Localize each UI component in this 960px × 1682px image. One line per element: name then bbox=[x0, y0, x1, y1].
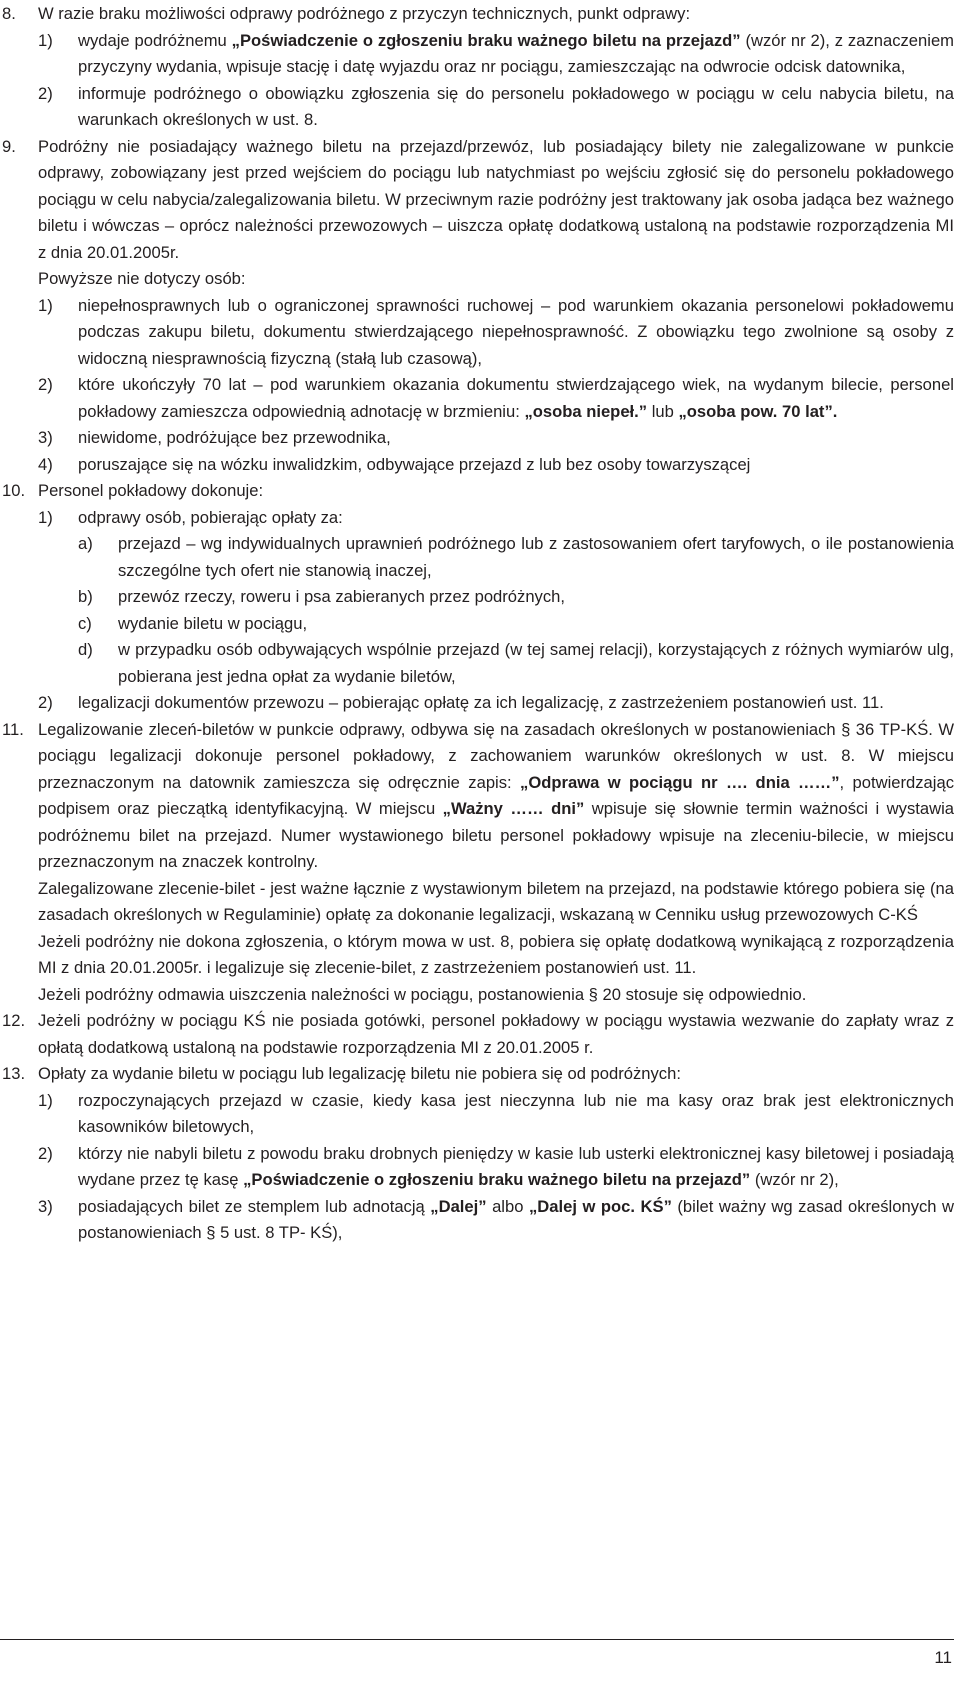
section-number: 12. bbox=[2, 1011, 26, 1030]
section-text: Opłaty za wydanie biletu w pociągu lub legalizację biletu nie pobiera się od podróżnych: bbox=[38, 1064, 681, 1083]
item-letter: a) bbox=[78, 534, 93, 553]
section-8 bbox=[0, 1, 954, 28]
item-number: 2) bbox=[38, 83, 53, 103]
section-13 bbox=[0, 1061, 954, 1088]
item-number: 2) bbox=[38, 693, 53, 712]
item-number: 1) bbox=[38, 507, 53, 527]
item-letter: c) bbox=[78, 613, 92, 633]
section-9-item-3: 3) niewidome, podróżujące bez przewodnika, bbox=[0, 425, 954, 452]
item-letter: b) bbox=[78, 587, 93, 606]
section-10-item-a: a) przejazd – wg indywidualnych uprawnień podróżnego lub z zastosowaniem ofert taryfowych, o ile postanowienia szczególne tych ofert nie stanowią inaczej, bbox=[0, 531, 954, 584]
item-number: 4) bbox=[38, 454, 53, 474]
section-number: 8. bbox=[2, 4, 16, 23]
item-number: 2) bbox=[38, 1143, 53, 1163]
annotation-over-70: „osoba pow. 70 lat” bbox=[678, 401, 833, 421]
section-10 bbox=[0, 478, 954, 505]
section-9-intro: Powyższe nie dotyczy osób: bbox=[38, 269, 246, 288]
section-11-paragraph-3: Jeżeli podróżny nie dokona zgłoszenia, o którym mowa w ust. 8, pobiera się opłatę dodatkową wynikającą z rozporządzenia MI z dnia 20.01.2005r. i legalizuje się zlecenie-bilet, z zastrzeżeniem postanowień ust. 11. bbox=[38, 931, 954, 977]
item-number: 1) bbox=[38, 30, 53, 50]
section-11-paragraph-2: Zalegalizowane zlecenie-bilet - jest ważne łącznie z wystawionym biletem na przejazd, na podstawie którego pobiera się (na zasadach określonych w Regulaminie) opłatę za dokonanie legalizacji, wskazaną w Cenniku usług przewozowych C-KŚ bbox=[38, 878, 954, 924]
validity-field: „Ważny …… dni” bbox=[442, 799, 585, 818]
section-10-item-1: 1) odprawy osób, pobierając opłaty za: bbox=[0, 505, 954, 532]
item-number: 3) bbox=[38, 1196, 53, 1216]
section-9 bbox=[0, 134, 954, 267]
section-number: 13. bbox=[2, 1064, 26, 1083]
section-text: Jeżeli podróżny w pociągu KŚ nie posiada gotówki, personel pokładowy w pociągu wystawia wezwanie do zapłaty wraz z opłatą dodatkową ustaloną na podstawie rozporządzenia MI z 20.01.2005 r. bbox=[38, 1011, 954, 1057]
regulation-text bbox=[0, 1, 954, 1247]
section-10-item-2: 2) legalizacji dokumentów przewozu – pobierając opłatę za ich legalizację, z zastrzeżeniem postanowień ust. 11. bbox=[0, 690, 954, 717]
section-10-item-b: b) przewóz rzeczy, roweru i psa zabieranych przez podróżnych, bbox=[0, 584, 954, 611]
item-letter: d) bbox=[78, 640, 93, 659]
annotation-disabled: „osoba niepeł.” bbox=[524, 401, 648, 421]
section-number: 9. bbox=[2, 136, 16, 156]
handwritten-note-format: „Odprawa w pociągu nr …. dnia ……” bbox=[520, 772, 840, 792]
section-8-item-1: 1) wydaje podróżnemu „Poświadczenie o zgłoszeniu braku ważnego biletu na przejazd” (wzór nr 2), z zaznaczeniem przyczyny wydania, wpisuje stację i datę wyjazdu oraz nr pociągu, zamieszczając na odwrocie odcisk datownika, bbox=[0, 28, 954, 81]
section-9-item-1: 1) niepełnosprawnych lub o ograniczonej sprawności ruchowej – pod warunkiem okazania personelowi pokładowemu podczas zakupu biletu, dokumentu stwierdzającego niepełnosprawność. Z obowiązku tego zwolnione są osoby z widoczną niesprawnością fizyczną (stałą lub czasową), bbox=[0, 293, 954, 373]
section-11: 11. Legalizowanie zleceń-biletów w punkcie odprawy, odbywa się na zasadach określonych w postanowieniach § 36 TP-KŚ. W pociągu legalizacji dokonuje personel pokładowy, z zachowaniem warunków określonych w ust. 8. W miejscu przeznaczonym na datownik zamieszcza się odręcznie zapis: „Odprawa w pociągu nr …. dnia ……”, potwierdzając podpisem oraz pieczątką identyfikacyjną. W miejscu „Ważny …… dni” wpisuje się słownie termin ważności i wystawia podróżnemu bilet na przejazd. Numer wystawionego biletu personel pokładowy wpisuje na zleceniu-bilecie, w miejscu przeznaczonym na znaczek kontrolny. bbox=[0, 717, 954, 876]
stamp-dalej: „Dalej” bbox=[430, 1196, 487, 1216]
certificate-title: „Poświadczenie o zgłoszeniu braku ważnego biletu na przejazd” bbox=[231, 30, 741, 50]
section-text: W razie braku możliwości odprawy podróżnego z przyczyn technicznych, punkt odprawy: bbox=[38, 4, 691, 23]
item-number: 2) bbox=[38, 375, 53, 394]
stamp-dalej-ks: „Dalej w poc. KŚ” bbox=[528, 1196, 672, 1216]
section-13-item-1: 1) rozpoczynających przejazd w czasie, kiedy kasa jest nieczynna lub nie ma kasy oraz brak jest elektronicznych kasowników biletowych, bbox=[0, 1088, 954, 1141]
section-8-item-2: 2) informuje podróżnego o obowiązku zgłoszenia się do personelu pokładowego w pociągu w celu nabycia biletu, na warunkach określonych w ust. 8. bbox=[0, 81, 954, 134]
section-text: Podróżny nie posiadający ważnego biletu na przejazd/przewóz, lub posiadający bilety nie zalegalizowane w punkcie odprawy, zobowiązany jest przed wejściem do pociągu lub natychmiast po wejściu zgłosić się do personelu pokładowego pociągu w celu nabycia/zalegalizowania biletu. W przeciwnym razie podróżny jest traktowany jak osoba jadąca bez ważnego biletu i wówczas – oprócz należności przewozowych – uiszcza opłatę dodatkową ustaloną na podstawie rozporządzenia MI z dnia 20.01.2005r. bbox=[38, 136, 954, 262]
section-10-item-c: c) wydanie biletu w pociągu, bbox=[0, 611, 954, 638]
section-number: 11. bbox=[2, 719, 24, 739]
section-13-item-3: 3) posiadających bilet ze stemplem lub adnotacją „Dalej” albo „Dalej w poc. KŚ” (bilet ważny wg zasad określonych w postanowieniach § 5 ust. 8 TP- KŚ), bbox=[0, 1194, 954, 1247]
section-12 bbox=[0, 1008, 954, 1061]
section-number: 10. bbox=[2, 481, 26, 500]
certificate-title: „Poświadczenie o zgłoszeniu braku ważnego biletu na przejazd” bbox=[243, 1170, 751, 1189]
item-number: 3) bbox=[38, 428, 53, 447]
footer-divider bbox=[0, 1639, 954, 1640]
section-9-item-2: 2) które ukończyły 70 lat – pod warunkiem okazania dokumentu stwierdzającego wiek, na wydanym bilecie, personel pokładowy zamieszcza odpowiednią adnotację w brzmieniu: „osoba niepeł.” lub „osoba pow. 70 lat”. bbox=[0, 372, 954, 425]
section-11-paragraph-4: Jeżeli podróżny odmawia uiszczenia należności w pociągu, postanowienia § 20 stosuje się odpowiednio. bbox=[38, 984, 807, 1004]
item-number: 1) bbox=[38, 1090, 53, 1110]
section-9-item-4: 4) poruszające się na wózku inwalidzkim, odbywające przejazd z lub bez osoby towarzyszącej bbox=[0, 452, 954, 479]
section-10-item-d: d) w przypadku osób odbywających wspólnie przejazd (w tej samej relacji), korzystających z różnych wymiarów ulg, pobierana jest jedna opłat za wydanie biletów, bbox=[0, 637, 954, 690]
item-number: 1) bbox=[38, 295, 53, 315]
page-number: 11 bbox=[934, 1648, 952, 1667]
section-text: Personel pokładowy dokonuje: bbox=[38, 481, 264, 500]
section-13-item-2: 2) którzy nie nabyli biletu z powodu braku drobnych pieniędzy w kasie lub usterki elektronicznej kasy biletowej i posiadają wydane przez tę kasę „Poświadczenie o zgłoszeniu braku ważnego biletu na przejazd” (wzór nr 2), bbox=[0, 1141, 954, 1194]
